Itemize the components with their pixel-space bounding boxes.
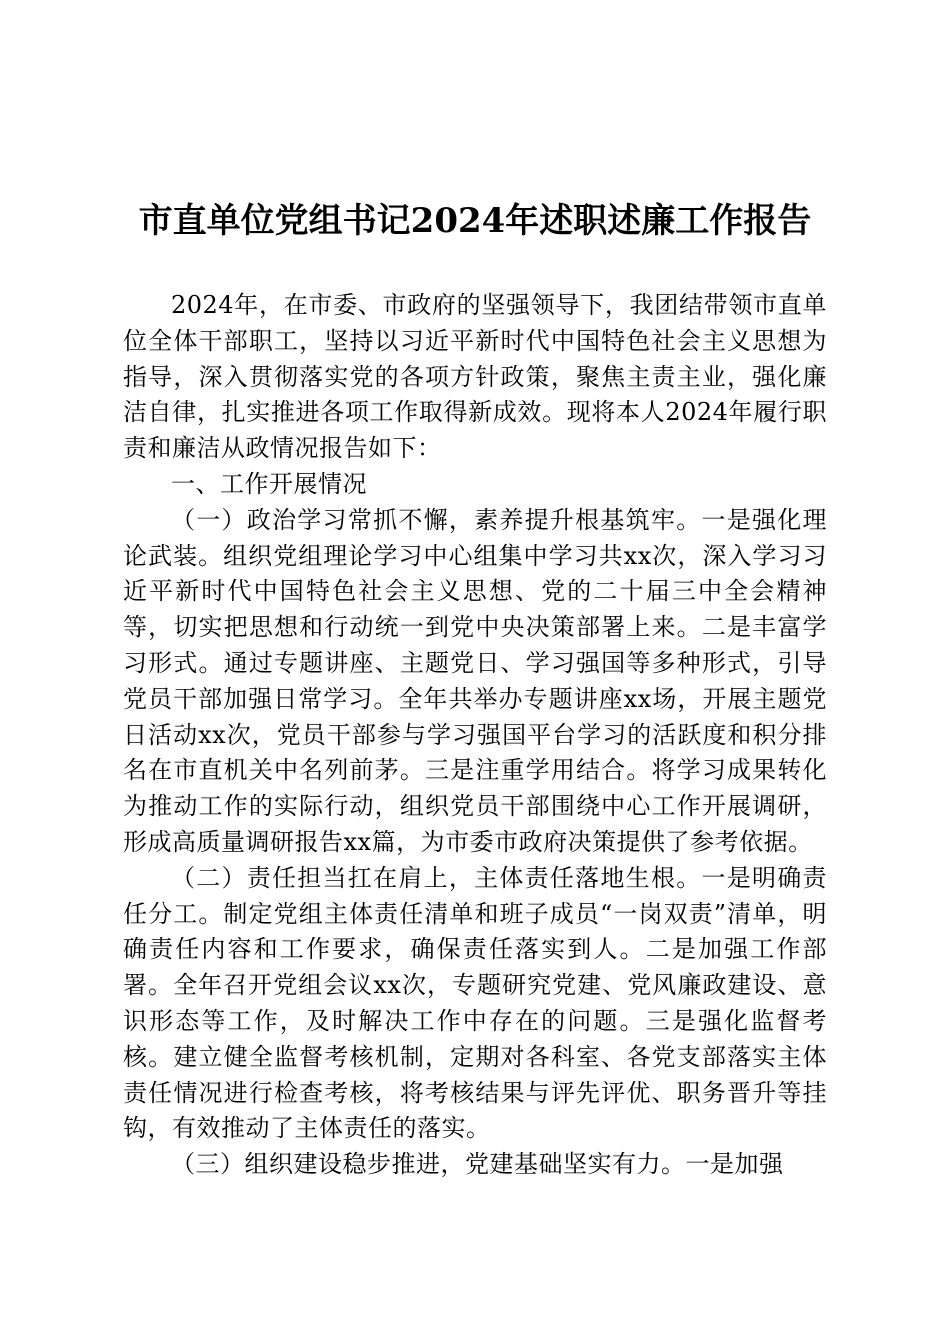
document-title: 市直单位党组书记2024年述职述廉工作报告 (138, 201, 812, 241)
section-heading: 一、工作开展情况 (171, 469, 367, 498)
body-paragraph: （三）组织建设稳步推进，党建基础坚实有力。一是加强 (171, 1150, 784, 1179)
document-body (123, 288, 827, 1183)
body-paragraph: （一）政治学习常抓不懈，素养提升根基筑牢。一是强化理论武装。组织党组理论学习中心组集中学习共xx次，深入学习习近平新时代中国特色社会主义思想、党的二十届三中全会精神等，切实把思想和行动统一到党中央决策部署上来。二是丰富学习形式。通过专题讲座、主题党日、学习强国等多种形式，引导党员干部加强日常学习。全年共举办专题讲座xx场，开展主题党日活动xx次，党员干部参与学习强国平台学习的活跃度和积分排名在市直机关中名列前茅。三是注重学用结合。将学习成果转化为推动工作的实际行动，组织党员干部围绕中心工作开展调研，形成高质量调研报告xx篇，为市委市政府决策提供了参考依据。 (123, 505, 827, 856)
body-paragraph: （二）责任担当扛在肩上，主体责任落地生根。一是明确责任分工。制定党组主体责任清单和班子成员“一岗双责”清单，明确责任内容和工作要求，确保责任落实到人。二是加强工作部署。全年召开党组会议xx次，专题研究党建、党风廉政建设、意识形态等工作，及时解决工作中存在的问题。三是强化监督考核。建立健全监督考核机制，定期对各科室、各党支部落实主体责任情况进行检查考核，将考核结果与评先评优、职务晋升等挂钩，有效推动了主体责任的落实。 (123, 863, 827, 1143)
intro-paragraph: 2024年，在市委、市政府的坚强领导下，我团结带领市直单位全体干部职工，坚持以习近平新时代中国特色社会主义思想为指导，深入贯彻落实党的各项方针政策，聚焦主责主业，强化廉洁自律，扎实推进各项工作取得新成效。现将本人2024年履行职责和廉洁从政情况报告如下： (123, 291, 827, 463)
